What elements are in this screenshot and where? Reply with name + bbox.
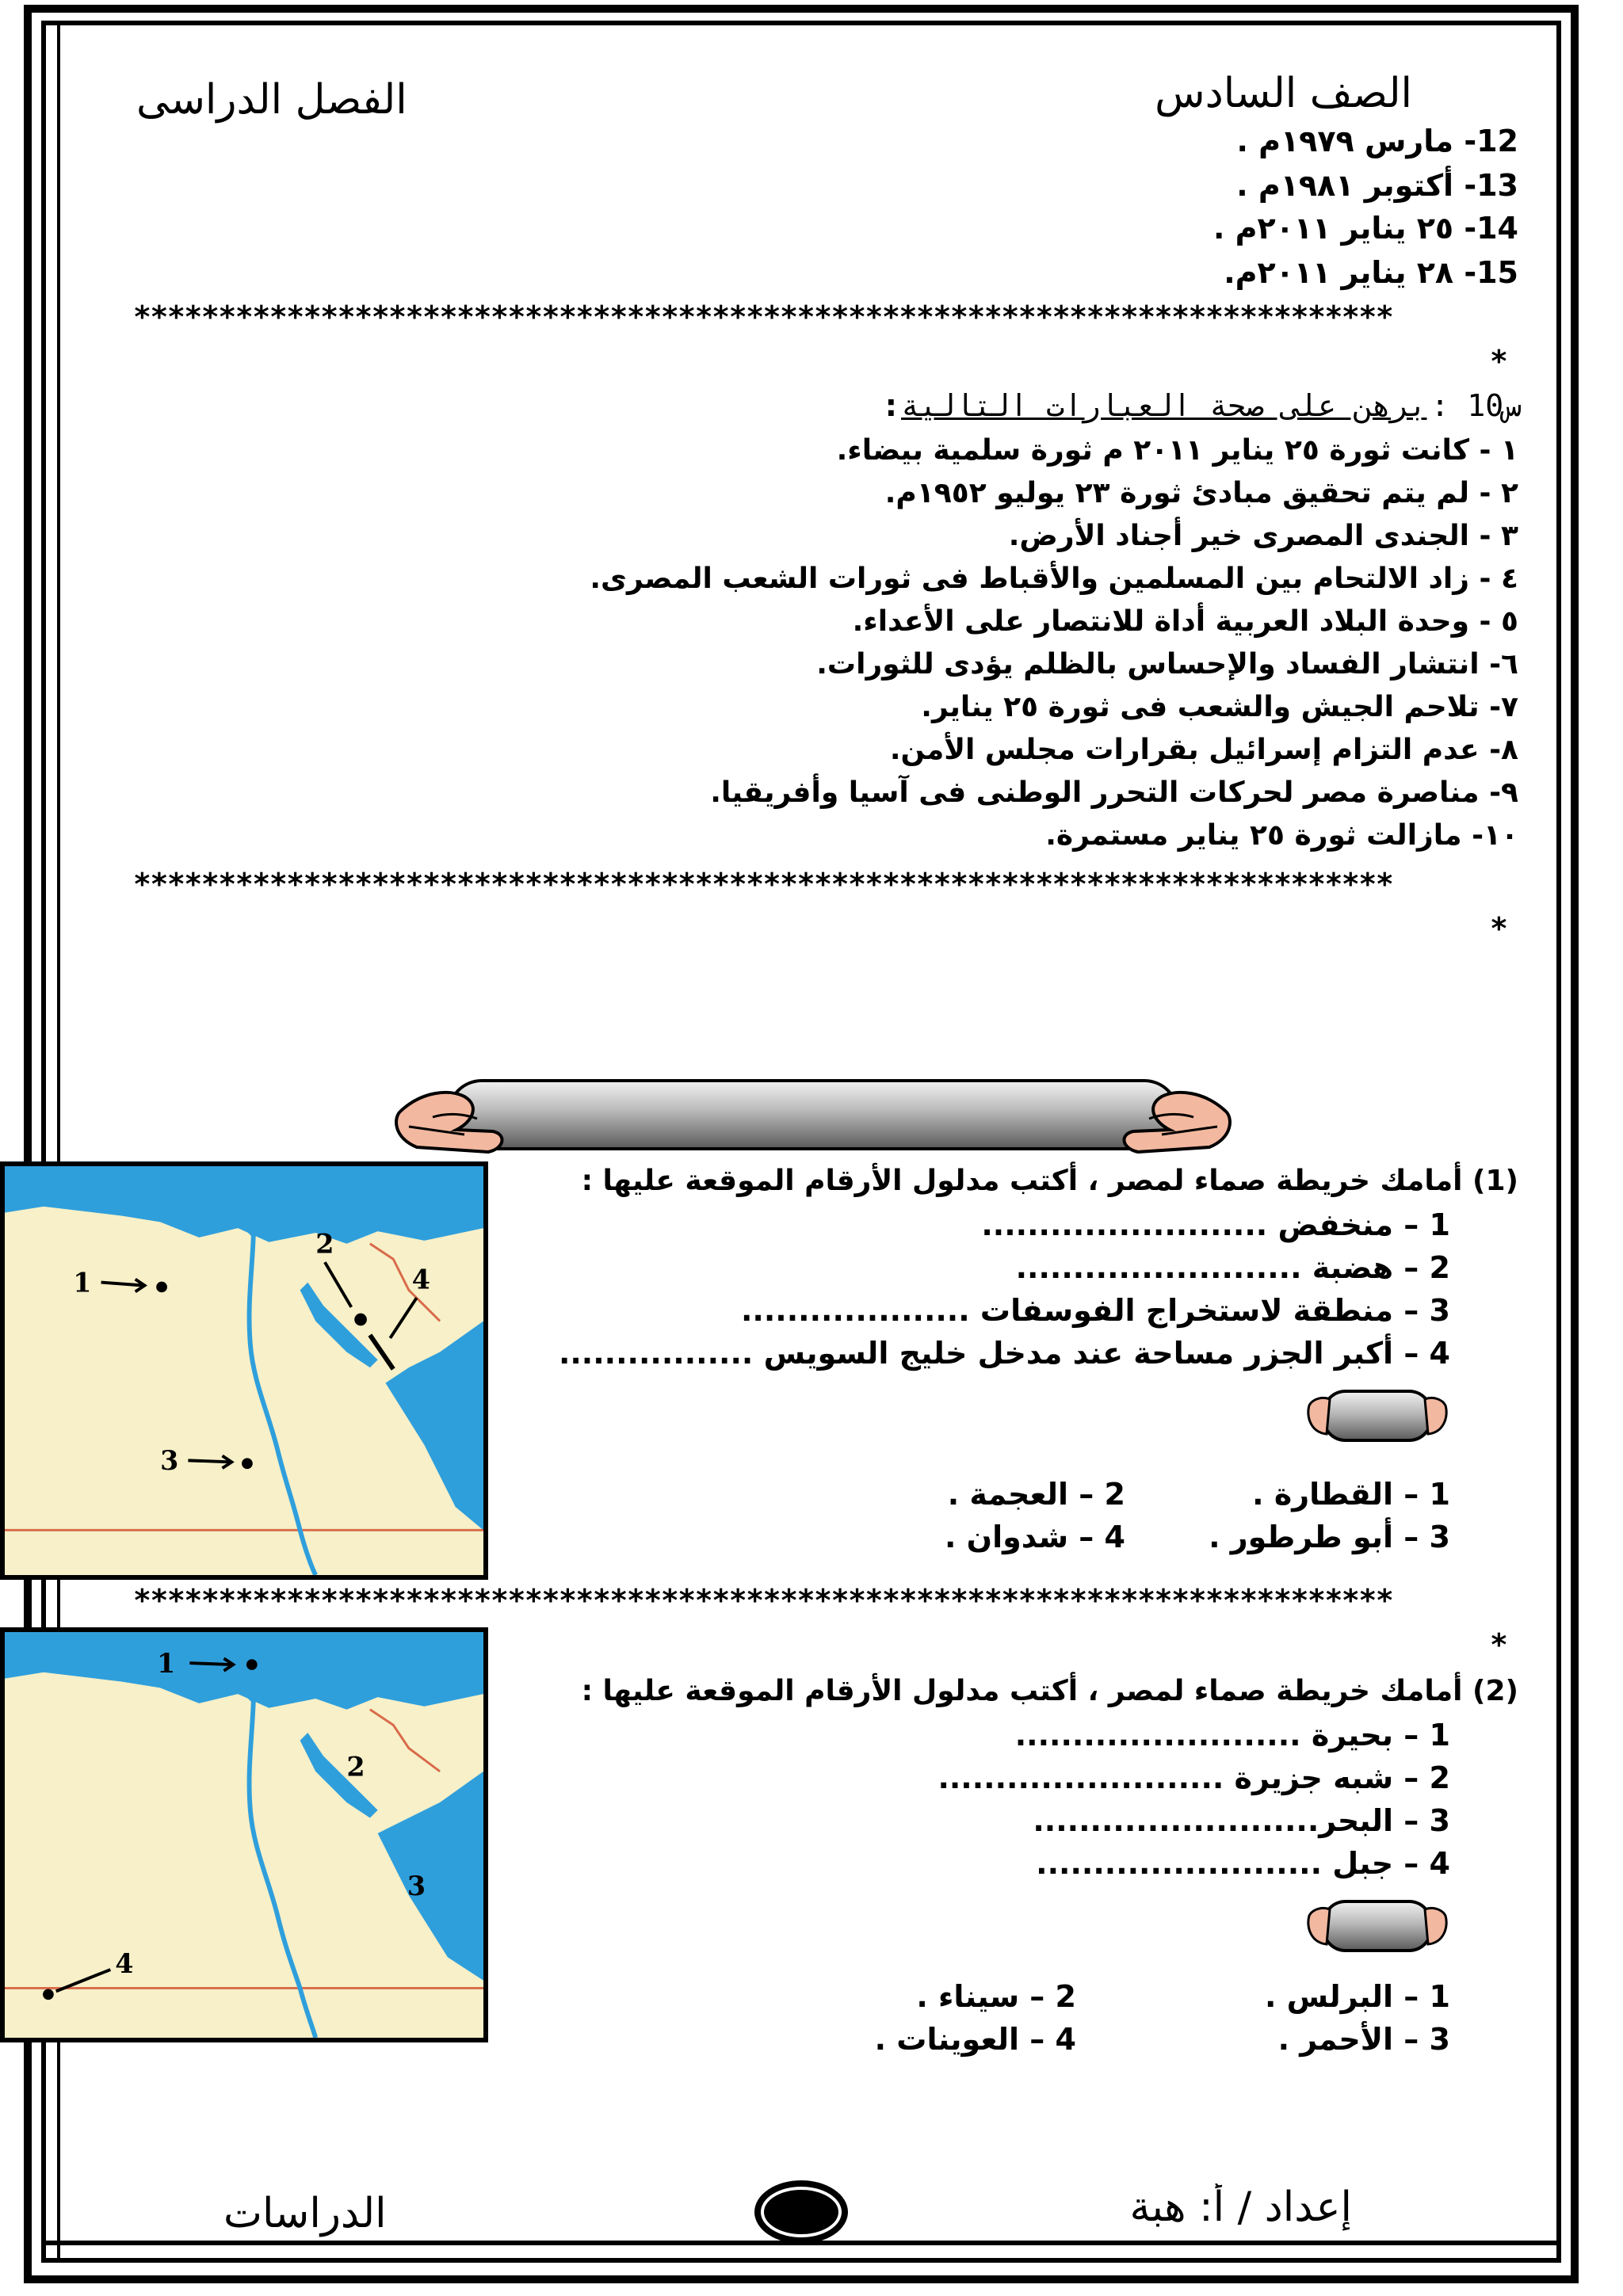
list-item: 2 – شبه جزيرة ......................... bbox=[938, 1760, 1450, 1795]
list-item: ٢ - لم يتم تحقيق مبادئ ثورة ٢٣ يوليو ١٩٥٢م. bbox=[884, 477, 1518, 509]
list-item: ٧- تلاحم الجيش والشعب فى ثورة ٢٥ يناير. bbox=[921, 691, 1518, 723]
answer-item: 3 – أبو طرطور . bbox=[1209, 1520, 1450, 1554]
list-item: 3 – منطقة لاستخراج الفوسفات .................... bbox=[740, 1293, 1450, 1328]
list-item: ٩- مناصرة مصر لحركات التحرر الوطنى فى آسيا وأفريقيا. bbox=[710, 776, 1518, 809]
svg-text:2: 2 bbox=[346, 1751, 365, 1783]
list-item: ٦- انتشار الفساد والإحساس بالظلم يؤدى للثورات. bbox=[816, 648, 1518, 681]
list-item: 2 – هضبة ......................... bbox=[1015, 1250, 1450, 1285]
question-10-heading: س10 : برهن على صحة العبارات التالية : bbox=[884, 388, 1522, 423]
list-item: 13- أكتوبر ١٩٨١م . bbox=[1236, 168, 1518, 203]
answer-item: 1 – البرلس . bbox=[1264, 1979, 1450, 2014]
list-item: 4 – جبل ......................... bbox=[1036, 1846, 1450, 1881]
map-question-1-prompt: (1) أمامك خريطة صماء لمصر ، أكتب مدلول الأرقام الموقعة عليها : bbox=[581, 1165, 1518, 1197]
list-item: 12- مارس ١٩٧٩م . bbox=[1236, 124, 1518, 158]
list-item: ٨- عدم التزام إسرائيل بقرارات مجلس الأمن. bbox=[889, 734, 1518, 766]
footer-author: إعداد / أ: هبة bbox=[1129, 2183, 1352, 2231]
answer-item: 2 – سيناء . bbox=[916, 1979, 1076, 2014]
svg-text:4: 4 bbox=[411, 1264, 430, 1295]
svg-text:1: 1 bbox=[73, 1267, 92, 1299]
list-item: ٣ - الجندى المصرى خير أجناد الأرض. bbox=[1008, 520, 1518, 552]
scroll-banner-icon bbox=[385, 1070, 1241, 1163]
answer-item: 4 – العوينات . bbox=[874, 2022, 1076, 2057]
small-scroll-icon bbox=[1306, 1385, 1449, 1447]
answer-item: 1 – القطارة . bbox=[1252, 1477, 1450, 1512]
egypt-map-1 bbox=[0, 1161, 488, 1580]
list-item: ٥ - وحدة البلاد العربية أداة للانتصار على الأعداء. bbox=[852, 605, 1518, 638]
svg-text:1: 1 bbox=[157, 1647, 176, 1679]
separator-tail: * bbox=[1490, 1627, 1508, 1662]
answer-item: 3 – الأحمر . bbox=[1277, 2022, 1450, 2057]
separator-tail: * bbox=[1490, 911, 1508, 946]
svg-text:3: 3 bbox=[407, 1871, 426, 1902]
separator-tail: * bbox=[1490, 344, 1508, 379]
answer-item: 4 – شدوان . bbox=[945, 1520, 1125, 1554]
list-item: 14- ٢٥ يناير ٢٠١١م . bbox=[1212, 211, 1518, 246]
separator-line: ************************************************************************** bbox=[133, 299, 1393, 334]
list-item: 3 – البحر......................... bbox=[1033, 1803, 1450, 1838]
small-scroll-icon bbox=[1306, 1895, 1449, 1957]
list-item: 1 – بحيرة ......................... bbox=[1014, 1718, 1450, 1753]
list-item: 1 – منخفض ......................... bbox=[981, 1207, 1450, 1242]
grade-heading: الصف السادس bbox=[1155, 70, 1412, 117]
answer-item: 2 – العجمة . bbox=[947, 1477, 1125, 1512]
list-item: 4 – أكبر الجزر مساحة عند مدخل خليج السويس ................. bbox=[558, 1336, 1450, 1371]
list-item: ٤ - زاد الالتحام بين المسلمين والأقباط فى ثورات الشعب المصرى. bbox=[590, 563, 1518, 595]
list-item: 15- ٢٨ يناير ٢٠١١م. bbox=[1224, 255, 1518, 290]
svg-text:2: 2 bbox=[315, 1228, 334, 1260]
separator-line: ************************************************************************** bbox=[133, 867, 1393, 902]
separator-line: ************************************************************************** bbox=[133, 1583, 1393, 1618]
map-question-2-prompt: (2) أمامك خريطة صماء لمصر ، أكتب مدلول الأرقام الموقعة عليها : bbox=[581, 1675, 1518, 1707]
svg-text:4: 4 bbox=[115, 1947, 134, 1979]
list-item: ١٠- مازالت ثورة ٢٥ يناير مستمرة. bbox=[1045, 819, 1518, 852]
page-number-ring bbox=[761, 2187, 842, 2237]
egypt-map-2 bbox=[0, 1627, 488, 2042]
footer-subject: الدراسات bbox=[223, 2190, 387, 2237]
list-item: ١ - كانت ثورة ٢٥ يناير ٢٠١١ م ثورة سلمية بيضاء. bbox=[836, 434, 1518, 467]
svg-text:3: 3 bbox=[160, 1445, 179, 1477]
term-heading: الفصل الدراسى bbox=[136, 76, 407, 124]
